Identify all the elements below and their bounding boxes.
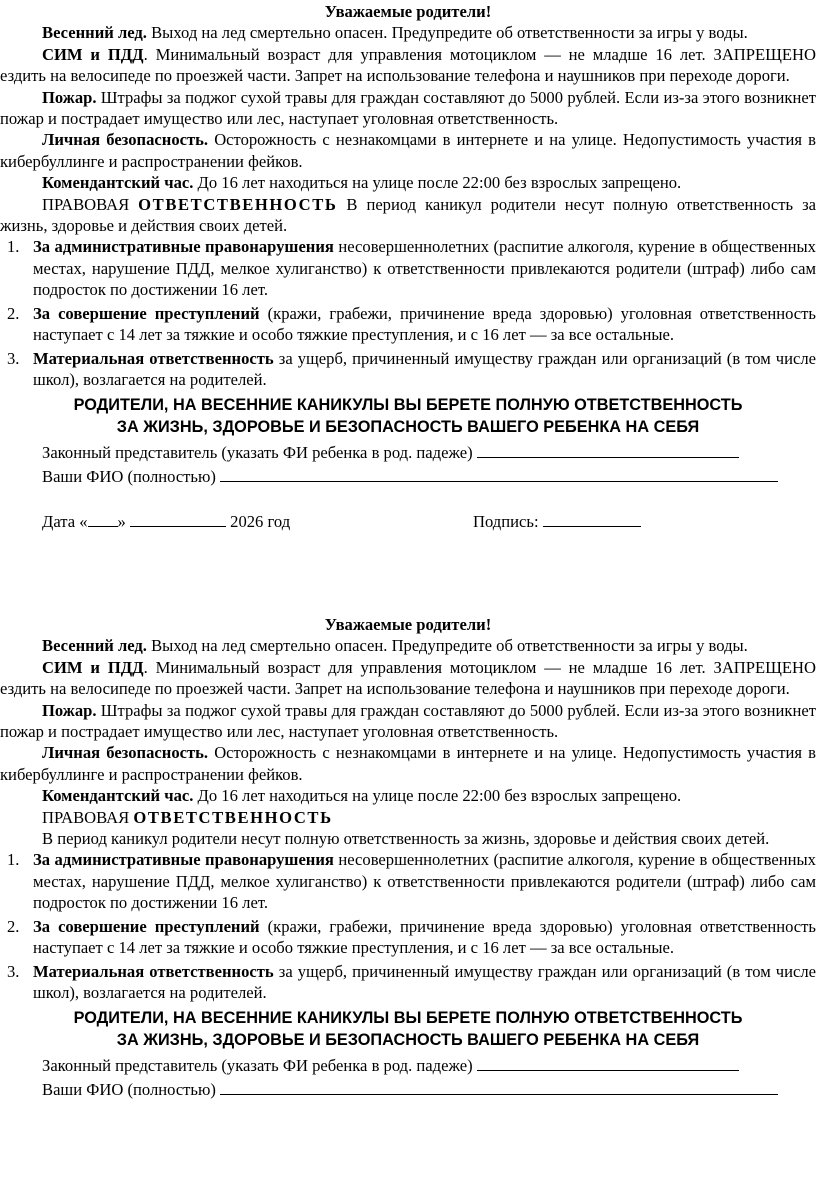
fio-label: Ваши ФИО (полностью): [42, 1079, 216, 1099]
list-item-text: несовершеннолетних (распитие алкоголя, курение в общественных местах, нарушение ПДД, мелкое хулиганство) к ответственности привлекаются родители (штраф) либо сам подросток по достижении 16 лет.: [33, 237, 816, 300]
date-year: 2026 год: [230, 512, 291, 532]
legal-heading-line: [0, 807, 816, 828]
text-spring-ice: Выход на лед смертельно опасен. Предупредите об ответственности за игры у воды.: [146, 23, 748, 43]
list-item-label: За совершение преступлений: [33, 916, 260, 936]
list-item: [0, 236, 816, 300]
list-item-label: За административные правонарушения: [33, 237, 334, 257]
paragraph-legal-responsibility: [0, 828, 816, 849]
fio-row: [0, 466, 816, 487]
guardian-label: Законный представитель (указать ФИ ребенка в род. падеже): [42, 1056, 473, 1076]
legal-heading: ОТВЕТСТВЕННОСТЬ: [138, 194, 338, 214]
responsibility-list: [0, 849, 816, 1003]
text-curfew: До 16 лет находиться на улице после 22:00 без взрослых запрещено.: [193, 786, 682, 806]
list-item: [0, 849, 816, 913]
responsibility-list: [0, 236, 816, 390]
list-item-number: 3.: [7, 348, 20, 368]
notice-copy-2: [0, 614, 816, 1100]
label-curfew: Комендантский час.: [42, 786, 194, 806]
list-item: [0, 916, 816, 959]
notice-title: Уважаемые родители!: [324, 615, 492, 634]
label-spring-ice: Весенний лед.: [42, 23, 147, 43]
paragraph-spring-ice: [0, 635, 816, 656]
text-fire: Штрафы за поджог сухой травы для граждан составляют до 5000 рублей. Если из-за этого возникнет пожар и пострадает имущество или лес, наступает уголовная ответственность.: [0, 700, 816, 742]
signature-label: Подпись:: [473, 512, 539, 532]
caps-warning-line-1: РОДИТЕЛИ, НА ВЕСЕННИЕ КАНИКУЛЫ ВЫ БЕРЕТЕ ПОЛНУЮ ОТВЕТСТВЕННОСТЬ: [73, 396, 743, 415]
paragraph-sim-pdd: [0, 657, 816, 700]
legal-text: В период каникул родители несут полную ответственность за жизнь, здоровье и действия своих детей.: [0, 194, 816, 236]
list-item-text: несовершеннолетних (распитие алкоголя, курение в общественных местах, нарушение ПДД, мелкое хулиганство) к ответственности привлекаются родители (штраф) либо сам подросток по достижении 16 лет.: [33, 850, 816, 913]
date-label: Дата «: [42, 512, 88, 532]
label-sim-pdd: СИМ и ПДД: [42, 657, 144, 677]
list-item-text: за ущерб, причиненный имуществу граждан или организаций (в том числе школ), возлагается на родителей.: [33, 961, 816, 1002]
list-item-text: (кражи, грабежи, причинение вреда здоровью) уголовная ответственность наступает с 14 лет за тяжкие и особо тяжкие преступления, и с 16 лет — за все остальные.: [33, 916, 816, 958]
date-close-quote: »: [117, 512, 126, 532]
guardian-row: [0, 442, 816, 463]
text-curfew: До 16 лет находиться на улице после 22:00 без взрослых запрещено.: [193, 173, 682, 193]
caps-warning-line-1: РОДИТЕЛИ, НА ВЕСЕННИЕ КАНИКУЛЫ ВЫ БЕРЕТЕ ПОЛНУЮ ОТВЕТСТВЕННОСТЬ: [73, 1009, 743, 1028]
caps-warning: [0, 394, 816, 438]
list-item: [0, 961, 816, 1004]
text-sim-pdd: . Минимальный возраст для управления мотоциклом — не младше 16 лет. ЗАПРЕЩЕНО ездить на велосипеде по проезжей части. Запрет на использование телефона и наушников при переходе дороги.: [0, 44, 816, 86]
paragraph-fire: [0, 87, 816, 130]
notice-title: Уважаемые родители!: [324, 2, 492, 21]
guardian-field[interactable]: [477, 443, 739, 458]
list-item-label: За административные правонарушения: [33, 850, 334, 870]
fio-label: Ваши ФИО (полностью): [42, 466, 216, 486]
date-group: [42, 511, 290, 532]
signature-field[interactable]: [543, 512, 641, 527]
list-item-number: 1.: [7, 237, 20, 257]
fio-field[interactable]: [220, 1080, 778, 1095]
label-fire: Пожар.: [42, 87, 97, 107]
paragraph-curfew: [0, 785, 816, 806]
fio-row: [0, 1079, 816, 1100]
legal-word: ПРАВОВАЯ: [42, 807, 130, 827]
date-day-field[interactable]: [88, 512, 118, 527]
list-item-number: 2.: [7, 916, 20, 936]
guardian-row: [0, 1055, 816, 1076]
guardian-field[interactable]: [477, 1056, 739, 1071]
list-item-label: Материальная ответственность: [33, 348, 274, 368]
signature-group: [473, 511, 641, 532]
list-item-text: за ущерб, причиненный имуществу граждан или организаций (в том числе школ), возлагается на родителей.: [33, 348, 816, 389]
caps-warning: [0, 1007, 816, 1051]
paragraph-sim-pdd: [0, 44, 816, 87]
list-item-number: 3.: [7, 961, 20, 981]
label-spring-ice: Весенний лед.: [42, 636, 147, 656]
list-item-number: 1.: [7, 850, 20, 870]
date-month-field[interactable]: [130, 512, 226, 527]
list-item: [0, 303, 816, 346]
list-item-label: За совершение преступлений: [33, 303, 260, 323]
text-spring-ice: Выход на лед смертельно опасен. Предупредите об ответственности за игры у воды.: [146, 636, 748, 656]
label-sim-pdd: СИМ и ПДД: [42, 44, 144, 64]
list-item-text: (кражи, грабежи, причинение вреда здоровью) уголовная ответственность наступает с 14 лет за тяжкие и особо тяжкие преступления, и с 16 лет — за все остальные.: [33, 303, 816, 345]
label-fire: Пожар.: [42, 700, 97, 720]
list-item-label: Материальная ответственность: [33, 961, 274, 981]
paragraph-personal-safety: [0, 742, 816, 785]
date-signature-row: [0, 511, 816, 535]
notice-copy-1: [0, 1, 816, 535]
caps-warning-line-2: ЗА ЖИЗНЬ, ЗДОРОВЬЕ И БЕЗОПАСНОСТЬ ВАШЕГО РЕБЕНКА НА СЕБЯ: [116, 1031, 700, 1050]
paragraph-personal-safety: [0, 129, 816, 172]
text-sim-pdd: . Минимальный возраст для управления мотоциклом — не младше 16 лет. ЗАПРЕЩЕНО ездить на велосипеде по проезжей части. Запрет на использование телефона и наушников при переходе дороги.: [0, 657, 816, 699]
legal-heading: ОТВЕТСТВЕННОСТЬ: [133, 807, 333, 827]
label-personal-safety: Личная безопасность.: [42, 743, 209, 763]
text-personal-safety: Осторожность с незнакомцами в интернете и на улице. Недопустимость участия в кибербуллинге и распространении фейков.: [0, 130, 816, 171]
paragraph-legal-responsibility: [0, 194, 816, 237]
paragraph-curfew: [0, 172, 816, 193]
guardian-label: Законный представитель (указать ФИ ребенка в род. падеже): [42, 443, 473, 463]
paragraph-spring-ice: [0, 22, 816, 43]
caps-warning-line-2: ЗА ЖИЗНЬ, ЗДОРОВЬЕ И БЕЗОПАСНОСТЬ ВАШЕГО РЕБЕНКА НА СЕБЯ: [116, 418, 700, 437]
text-fire: Штрафы за поджог сухой травы для граждан составляют до 5000 рублей. Если из-за этого возникнет пожар и пострадает имущество или лес, наступает уголовная ответственность.: [0, 87, 816, 129]
fio-field[interactable]: [220, 467, 778, 482]
legal-text: В период каникул родители несут полную ответственность за жизнь, здоровье и действия своих детей.: [42, 829, 770, 849]
legal-word: ПРАВОВАЯ: [42, 194, 130, 214]
label-personal-safety: Личная безопасность.: [42, 130, 209, 150]
label-curfew: Комендантский час.: [42, 173, 194, 193]
paragraph-fire: [0, 700, 816, 743]
list-item: [0, 348, 816, 391]
list-item-number: 2.: [7, 303, 20, 323]
text-personal-safety: Осторожность с незнакомцами в интернете и на улице. Недопустимость участия в кибербуллинге и распространении фейков.: [0, 743, 816, 784]
